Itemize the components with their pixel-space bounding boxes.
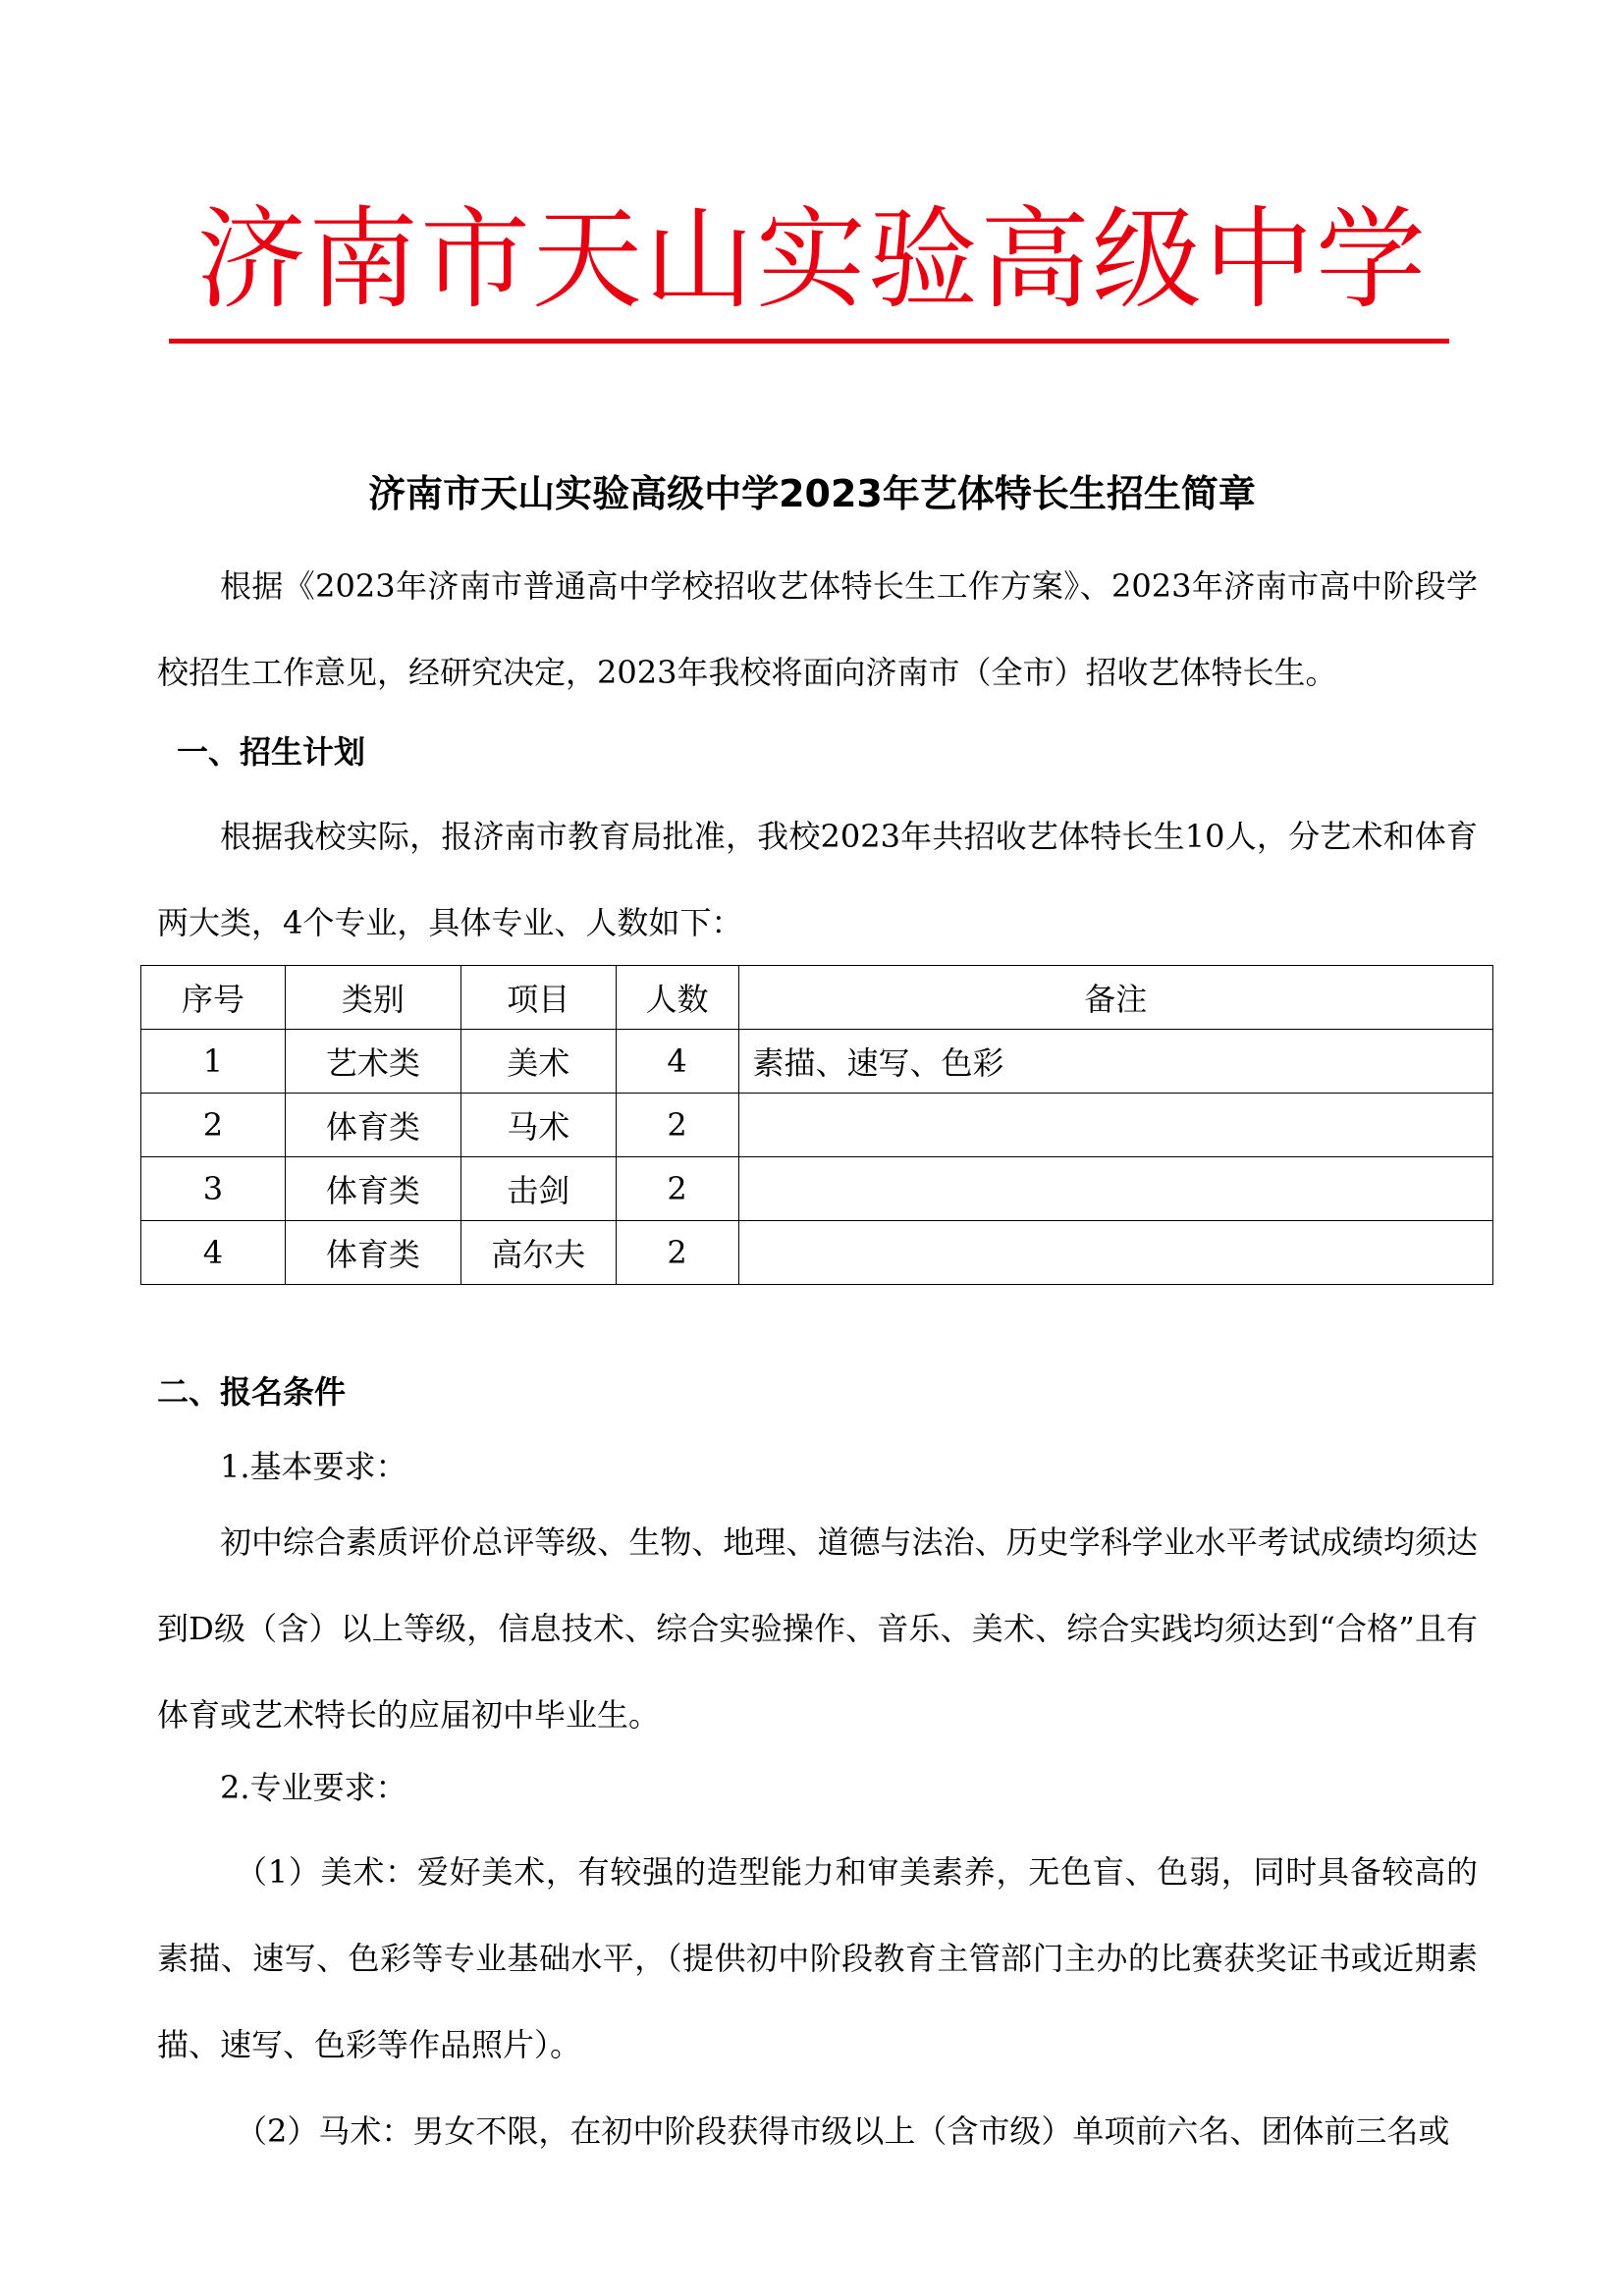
table-cell: 4 [141, 1221, 286, 1285]
major-requirements-label: 2.专业要求： [220, 1769, 407, 1806]
table-row [141, 1094, 1493, 1157]
table-cell: 击剑 [460, 1157, 616, 1221]
section1-heading: 一、招生计划 [177, 733, 366, 771]
header-cell: 人数 [616, 966, 738, 1030]
section2-heading: 二、报名条件 [157, 1373, 347, 1411]
table-cell: 高尔夫 [460, 1221, 616, 1285]
equestrian-requirement-text: （2）马术：男女不限，在初中阶段获得市级以上（含市级）单项前六名、团体前三名或 [236, 2112, 1450, 2150]
table-cell: 美术 [460, 1030, 616, 1094]
table-header-row [141, 966, 1493, 1030]
plan-paragraph: 根据我校实际，报济南市教育局批准，我校2023年共招收艺体特长生10人，分艺术和体育两大类，4个专业，具体专业、人数如下： [157, 818, 1478, 941]
header-cell: 序号 [141, 966, 286, 1030]
school-masthead: 济南市天山实验高级中学 [196, 196, 1428, 324]
table-cell [738, 1221, 1492, 1285]
table-cell: 艺术类 [285, 1030, 460, 1094]
enrollment-plan-table [140, 965, 1493, 1285]
table-cell: 1 [141, 1030, 286, 1094]
table-cell: 2 [141, 1094, 286, 1157]
header-cell: 备注 [738, 966, 1492, 1030]
intro-paragraph: 根据《2023年济南市普通高中学校招收艺体特长生工作方案》、2023年济南市高中阶段学校招生工作意见，经研究决定，2023年我校将面向济南市（全市）招收艺体特长生。 [157, 567, 1478, 691]
table-cell: 2 [616, 1221, 738, 1285]
red-divider-line [169, 339, 1449, 344]
table-row [141, 1157, 1493, 1221]
document-title: 济南市天山实验高级中学2023年艺体特长生招生简章 [368, 472, 1256, 515]
table-row [141, 1030, 1493, 1094]
table-cell: 体育类 [285, 1094, 460, 1157]
table-cell: 马术 [460, 1094, 616, 1157]
table-cell: 2 [616, 1157, 738, 1221]
table-row [141, 1221, 1493, 1285]
basic-requirements-text: 初中综合素质评价总评等级、生物、地理、道德与法治、历史学科学业水平考试成绩均须达到D级（含）以上等级，信息技术、综合实验操作、音乐、美术、综合实践均须达到“合格”且有体育或艺术特长的应届初中毕业生。 [157, 1523, 1478, 1734]
table-cell: 体育类 [285, 1157, 460, 1221]
header-cell: 项目 [460, 966, 616, 1030]
table-cell: 4 [616, 1030, 738, 1094]
table-cell: 3 [141, 1157, 286, 1221]
table-cell: 2 [616, 1094, 738, 1157]
header-cell: 类别 [285, 966, 460, 1030]
table-cell [738, 1157, 1492, 1221]
table-cell [738, 1094, 1492, 1157]
table-cell: 素描、速写、色彩 [738, 1030, 1492, 1094]
basic-requirements-label: 1.基本要求： [220, 1448, 407, 1485]
art-requirement-text: （1）美术：爱好美术，有较强的造型能力和审美素养，无色盲、色弱，同时具备较高的素描、速写、色彩等专业基础水平，（提供初中阶段教育主管部门主办的比赛获奖证书或近期素描、速写、色彩等作品照片）。 [157, 1853, 1478, 2063]
table-cell: 体育类 [285, 1221, 460, 1285]
